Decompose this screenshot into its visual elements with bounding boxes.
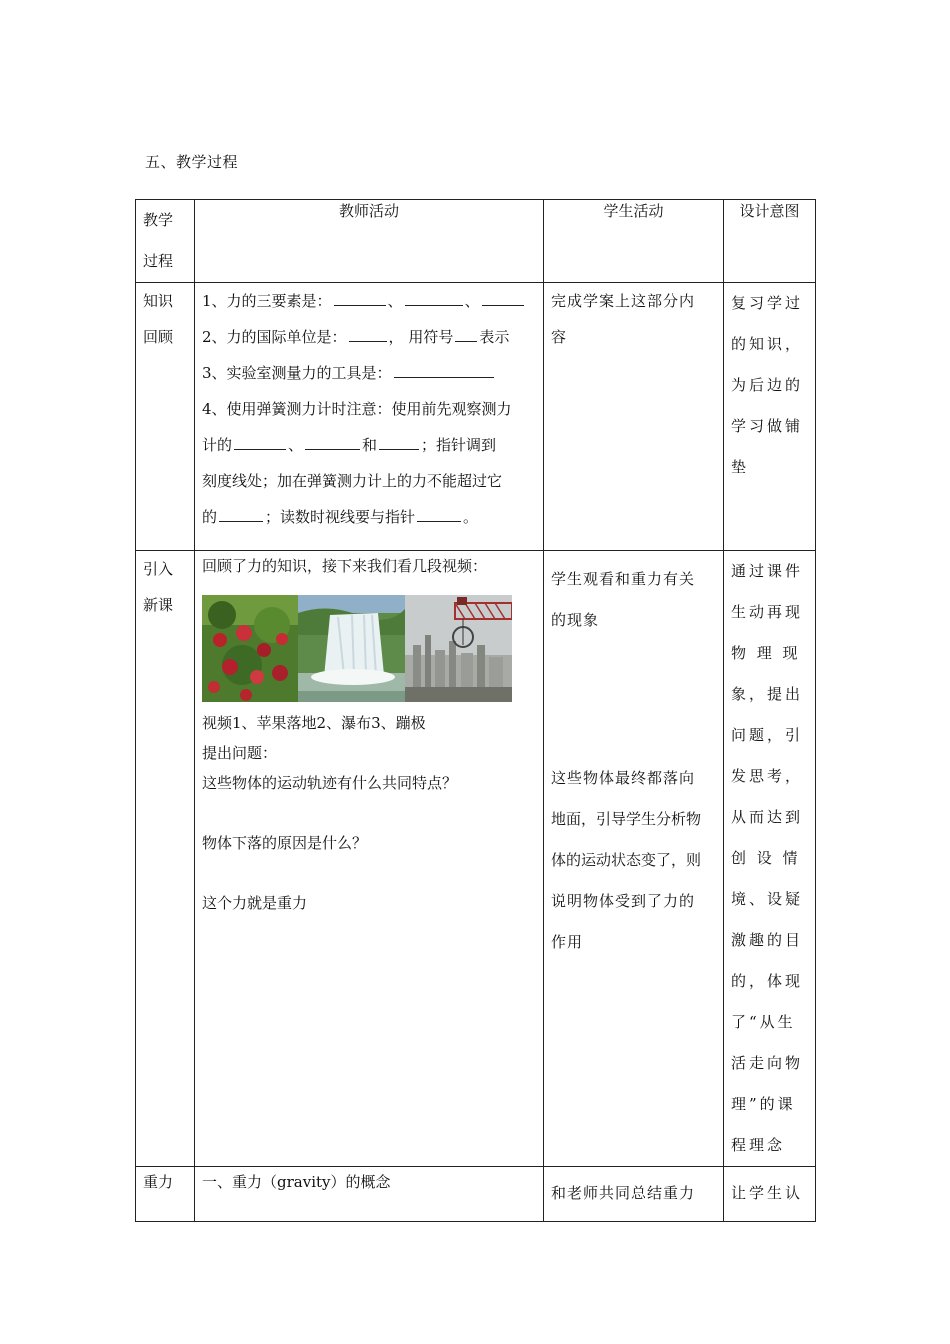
design-line: 生动再现 [731,603,804,621]
answer-blank [219,507,263,522]
answer-blank [334,291,386,306]
design-line: 发思考， [731,767,804,785]
intro-line: 回顾了力的知识，接下来我们看几段视频： [202,557,488,575]
table-row-review [136,283,816,551]
review-design-cell [724,283,816,551]
q4-text: 的 [202,508,218,526]
gravity-teacher-cell: 一、重力（gravity）的概念 [195,1167,544,1222]
stage-intro [136,551,195,1167]
spacer [551,641,716,758]
separator: 、 [387,292,403,310]
answer-blank [405,291,463,306]
header-teacher: 教师活动 [195,200,544,283]
table-row-intro [136,551,816,1167]
review-question-4-line3: 刻度线处；加在弹簧测力计上的力不能超过它 [202,472,503,490]
answer-blank [417,507,461,522]
design-line: 物 理 现 [731,644,801,662]
q3-label: 3、实验室测量力的工具是： [202,364,392,382]
teaching-process-table [135,199,816,1222]
stage-line: 回顾 [143,328,174,346]
answer-blank [349,327,387,342]
design-line: 问题，引 [731,726,804,744]
stage-line: 新课 [143,596,174,614]
design-line: 理”的课 [731,1095,796,1113]
student-line: 的现象 [551,611,600,629]
q4-text: 。 [463,508,479,526]
student-line: 说明物体受到了力的 [551,892,696,910]
design-line: 激趣的目 [731,931,804,949]
stage-gravity: 重力 [136,1167,195,1222]
student-line: 完成学案上这部分内 [551,292,696,310]
q2-label: 2、力的国际单位是： [202,328,347,346]
design-line: 的，体现 [731,972,804,990]
section-title: 五、教学过程 [145,153,239,171]
bungee-jump-image [405,595,512,702]
review-question-1 [202,283,536,319]
q2-mid-text: ， 用符号 [388,328,454,346]
table-row-gravity [136,1167,816,1222]
apple-tree-image [202,595,298,702]
design-line: 复习学过 [731,294,804,312]
answer-blank [394,363,494,378]
student-line: 容 [551,328,568,346]
separator: 、 [288,436,304,454]
student-line: 学生观看和重力有关 [551,570,696,588]
review-question-2 [202,319,536,355]
header-student: 学生活动 [544,200,724,283]
stage-line: 知识 [143,292,174,310]
q4-text: ；读数时视线要与指针 [265,508,416,526]
stage-line: 引入 [143,560,174,578]
header-design: 设计意图 [724,200,816,283]
review-question-4-line4 [202,499,536,535]
gravity-design-cell: 让学生认 [724,1167,816,1222]
header-stage-line: 教学 [143,211,174,229]
intro-design-cell [724,551,816,1167]
design-line: 学习做铺 [731,417,804,435]
review-teacher-cell [195,283,544,551]
header-stage-line: 过程 [143,252,174,270]
design-line: 活走向物 [731,1054,804,1072]
review-question-3 [202,355,536,391]
answer-blank [234,435,286,450]
q4-text: 计的 [202,436,233,454]
student-line: 作用 [551,933,584,951]
student-line: 这些物体最终都落向 [551,769,696,787]
q1-label: 1、力的三要素是： [202,292,332,310]
video-thumbnails [202,595,536,702]
design-line: 了“从生 [731,1013,796,1031]
design-line: 通过课件 [731,562,804,580]
design-line: 的知识， [731,335,804,353]
intro-student-cell [544,551,724,1167]
design-line: 创 设 情 [731,849,801,867]
q4-text: 和 [362,436,378,454]
design-line: 象，提出 [731,685,804,703]
design-line: 垫 [731,458,750,476]
waterfall-image [298,595,405,702]
design-line: 境、设疑 [731,890,804,908]
video-caption: 视频1、苹果落地2、瀑布3、蹦极 [202,714,426,732]
answer-blank [482,291,524,306]
header-stage [136,200,195,283]
conclusion: 这个力就是重力 [202,894,308,912]
answer-blank [455,327,477,342]
answer-blank [379,435,419,450]
intro-teacher-cell [195,551,544,1167]
table-header-row [136,200,816,283]
separator: 、 [464,292,480,310]
design-line: 程理念 [731,1136,786,1154]
review-student-cell [544,283,724,551]
question-2: 物体下落的原因是什么？ [202,834,368,852]
review-question-4-line2 [202,427,536,463]
answer-blank [305,435,360,450]
ask-label: 提出问题： [202,744,278,762]
stage-review [136,283,195,551]
question-1: 这些物体的运动轨迹有什么共同特点？ [202,774,458,792]
student-line: 地面，引导学生分析物 [551,810,702,828]
q2-suffix-text: 表示 [479,328,510,346]
review-question-4: 4、使用弹簧测力计时注意：使用前先观察测力 [202,400,512,418]
q4-text: ；指针调到 [421,436,497,454]
gravity-student-cell: 和老师共同总结重力 [544,1167,724,1222]
design-line: 为后边的 [731,376,804,394]
student-line: 体的运动状态变了，则 [551,851,702,869]
design-line: 从而达到 [731,808,804,826]
